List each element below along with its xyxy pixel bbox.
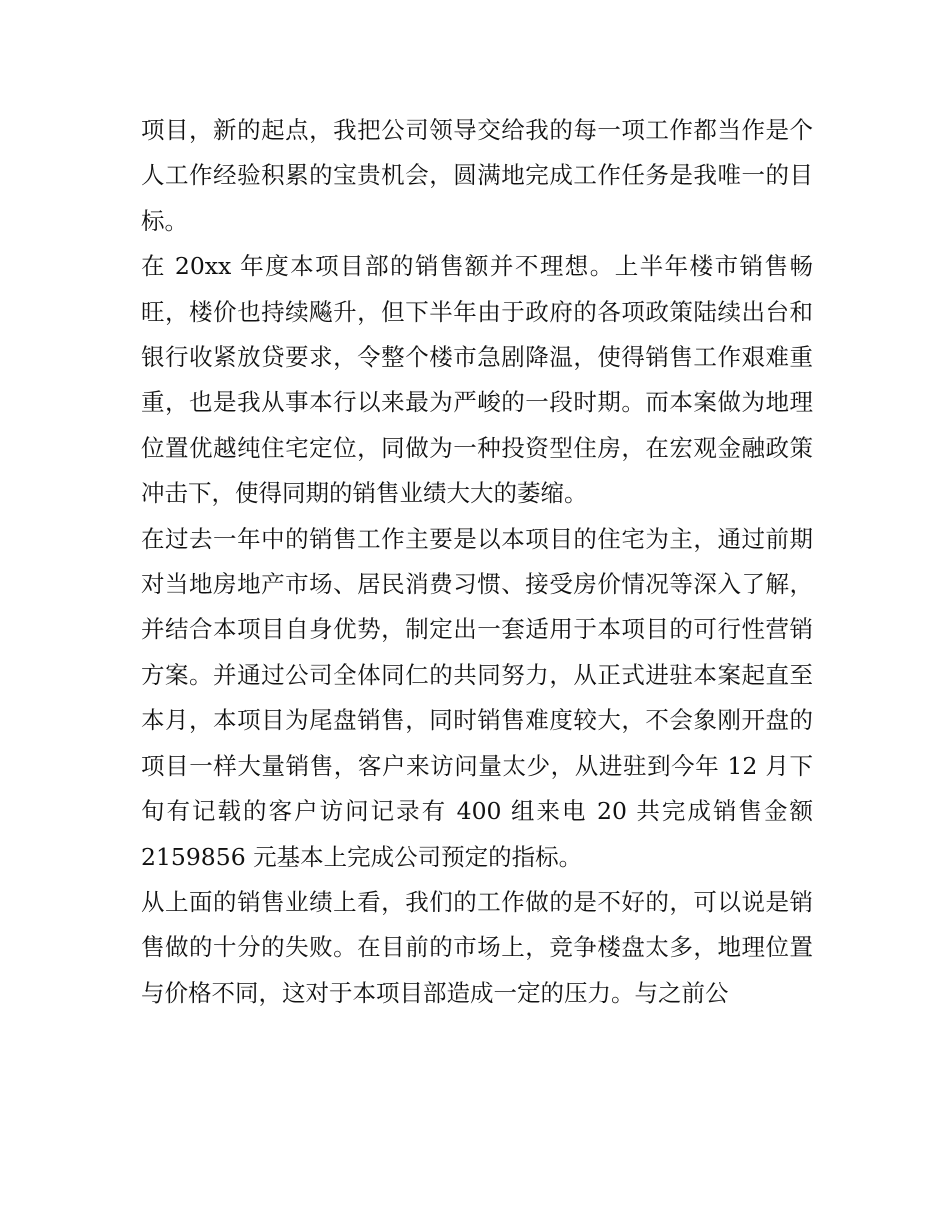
paragraph-4: 从上面的销售业绩上看，我们的工作做的是不好的，可以说是销售做的十分的失败。在目前的市场上，竞争楼盘太多，地理位置与价格不同，这对于本项目部造成一定的压力。与之前公 xyxy=(141,887,813,1007)
document-body xyxy=(141,108,813,1016)
paragraph-1: 项目，新的起点，我把公司领导交给我的每一项工作都当作是个人工作经验积累的宝贵机会，圆满地完成工作任务是我唯一的目标。 xyxy=(141,116,813,235)
paragraph-2: 在 20xx 年度本项目部的销售额并不理想。上半年楼市销售畅旺，楼价也持续飚升，但下半年由于政府的各项政策陆续出台和银行收紧放贷要求，令整个楼市急剧降温，使得销售工作艰难重重，也是我从事本行以来最为严峻的一段时期。而本案做为地理位置优越纯住宅定位，同做为一种投资型住房，在宏观金融政策冲击下，使得同期的销售业绩大大的萎缩。 xyxy=(141,252,813,508)
paragraph-3: 在过去一年中的销售工作主要是以本项目的住宅为主，通过前期对当地房地产市场、居民消费习惯、接受房价情况等深入了解，并结合本项目自身优势，制定出一套适用于本项目的可行性营销方案。并通过公司全体同仁的共同努力，从正式进驻本案起直至本月，本项目为尾盘销售，同时销售难度较大，不会象刚开盘的项目一样大量销售，客户来访问量太少，从进驻到今年 12 月下旬有记载的客户访问记录有 400 组来电 20 共完成销售金额 2159856 元基本上完成公司预定的指标。 xyxy=(141,524,813,871)
